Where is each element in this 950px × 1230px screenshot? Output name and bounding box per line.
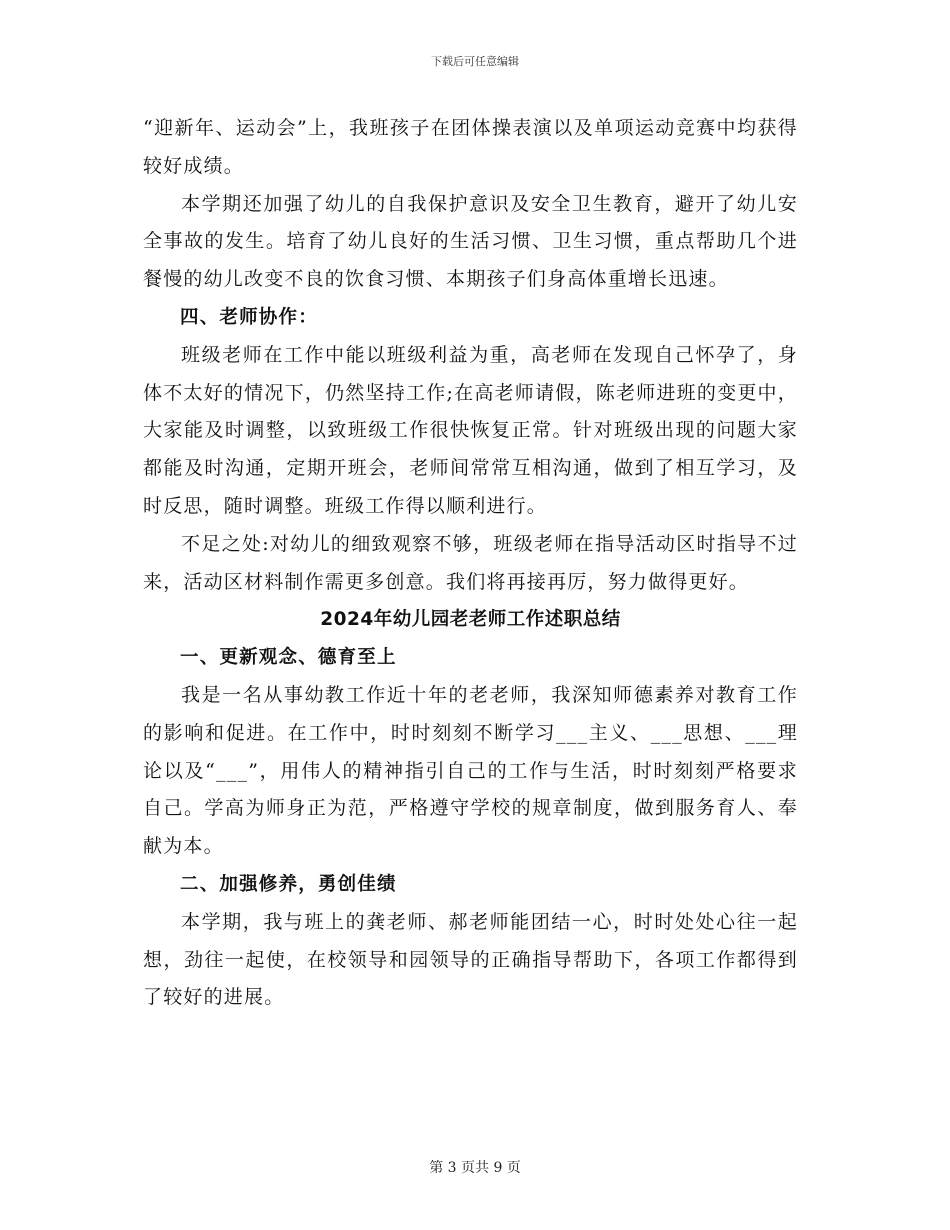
paragraph: “迎新年、运动会”上，我班孩子在团体操表演以及单项运动竞赛中均获得较好成绩。 [143,117,798,177]
section-heading: 一、更新观念、德育至上 [180,647,397,669]
document-title: 2024年幼儿园老老师工作述职总结 [320,609,621,631]
page-number: 第 3 页共 9 页 [429,1160,521,1176]
section-heading: 二、加强修养，勇创佳绩 [180,873,397,895]
section-heading: 四、老师协作： [180,306,318,328]
document-body [143,110,798,1017]
paragraph: 我是一名从事幼教工作近十年的老老师，我深知师德素养对教育工作的影响和促进。在工作中，时时刻刻不断学习___主义、___思想、___理论以及“___”，用伟人的精神指引自己的工作与生活，时时刻刻严格要求自己。学高为师身正为范，严格遵守学校的规章制度，做到服务育人、奉献为本。 [143,683,798,858]
paragraph: 本学期还加强了幼儿的自我保护意识及安全卫生教育，避开了幼儿安全事故的发生。培育了幼儿良好的生活习惯、卫生习惯，重点帮助几个进餐慢的幼儿改变不良的饮食习惯、本期孩子们身高体重增长迅速。 [143,192,798,291]
paragraph: 本学期，我与班上的龚老师、郝老师能团结一心，时时处处心往一起想，劲往一起使，在校领导和园领导的正确指导帮助下，各项工作都得到了较好的进展。 [143,910,798,1009]
paragraph: 班级老师在工作中能以班级利益为重，高老师在发现自己怀孕了，身体不太好的情况下，仍然坚持工作;在高老师请假，陈老师进班的变更中，大家能及时调整，以致班级工作很快恢复正常。针对班级出现的问题大家都能及时沟通，定期开班会，老师间常常互相沟通，做到了相互学习，及时反思，随时调整。班级工作得以顺利进行。 [143,343,798,517]
header-note: 下载后可任意编辑 [431,55,519,68]
paragraph: 不足之处:对幼儿的细致观察不够，班级老师在指导活动区时指导不过来，活动区材料制作需更多创意。我们将再接再厉，努力做得更好。 [143,532,798,593]
